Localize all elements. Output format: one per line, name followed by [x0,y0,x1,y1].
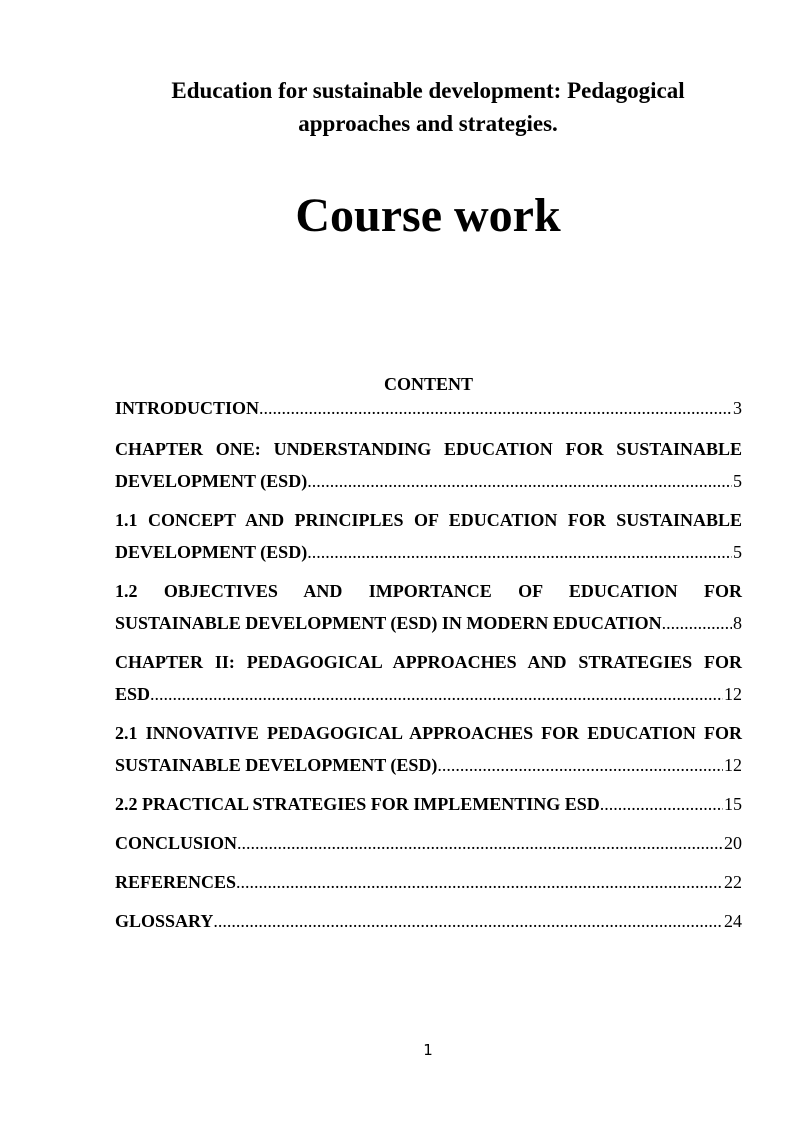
toc-entry-title-line: 1.2 OBJECTIVES AND IMPORTANCE OF EDUCATION FOR [115,581,742,601]
toc-entry-title-line: 2.1 INNOVATIVE PEDAGOGICAL APPROACHES FOR EDUCATION FOR [115,723,742,743]
table-of-contents [115,371,742,944]
toc-entry-page: 12 [724,684,742,704]
toc-dot-leader [662,607,732,639]
toc-entry-section-1-1[interactable] [115,504,742,568]
toc-entry-label: SUSTAINABLE DEVELOPMENT (ESD) IN MODERN EDUCATION [115,613,662,633]
toc-dot-leader [259,397,732,419]
toc-entry-chapter-two[interactable] [115,646,742,710]
toc-dot-leader [150,678,723,710]
toc-entry-page: 8 [733,613,742,633]
toc-entry-label: DEVELOPMENT (ESD) [115,542,308,562]
toc-entry-page: 24 [724,911,742,931]
toc-dot-leader [236,866,723,898]
subtitle-line-1: Education for sustainable development: Pedagogical [171,78,685,103]
toc-entry-section-1-2[interactable] [115,575,742,639]
toc-dot-leader [307,536,732,568]
page-number: 1 [423,1041,433,1059]
toc-entry-chapter-one[interactable] [115,433,742,497]
toc-entry-page: 22 [724,872,742,892]
toc-entry-label: GLOSSARY [115,911,214,931]
toc-entry-section-2-2[interactable] [115,788,742,820]
toc-entry-introduction[interactable] [115,397,742,419]
document-subtitle [100,74,756,140]
toc-entry-label: DEVELOPMENT (ESD) [115,471,308,491]
toc-entry-conclusion[interactable] [115,827,742,859]
toc-entry-section-2-1[interactable] [115,717,742,781]
toc-entry-label: CONCLUSION [115,833,238,853]
toc-dot-leader [600,788,723,820]
toc-entry-page: 5 [733,471,742,491]
toc-entry-label: SUSTAINABLE DEVELOPMENT (ESD) [115,755,438,775]
toc-entry-label: INTRODUCTION [115,398,260,418]
toc-entry-title-line: 1.1 CONCEPT AND PRINCIPLES OF EDUCATION FOR SUSTAINABLE [115,510,742,530]
toc-dot-leader [213,905,723,937]
toc-entry-title-line: CHAPTER II: PEDAGOGICAL APPROACHES AND STRATEGIES FOR [115,652,742,672]
toc-heading: CONTENT [383,374,473,394]
toc-entry-page: 20 [724,833,742,853]
toc-dot-leader [437,749,723,781]
toc-dot-leader [307,465,732,497]
toc-entry-page: 5 [733,542,742,562]
subtitle-line-2: approaches and strategies. [298,111,558,136]
toc-entry-references[interactable] [115,866,742,898]
toc-entry-page: 12 [724,755,742,775]
toc-dot-leader [237,827,723,859]
page-title: Course work [295,189,561,242]
toc-entry-glossary[interactable] [115,905,742,937]
toc-entry-page: 15 [724,794,742,814]
toc-entry-label: REFERENCES [115,872,237,892]
toc-entry-label: 2.2 PRACTICAL STRATEGIES FOR IMPLEMENTING ESD [115,794,600,814]
toc-entry-title-line: CHAPTER ONE: UNDERSTANDING EDUCATION FOR SUSTAINABLE [115,439,742,459]
toc-entry-label: ESD [115,684,151,704]
toc-entry-page: 3 [733,398,742,418]
